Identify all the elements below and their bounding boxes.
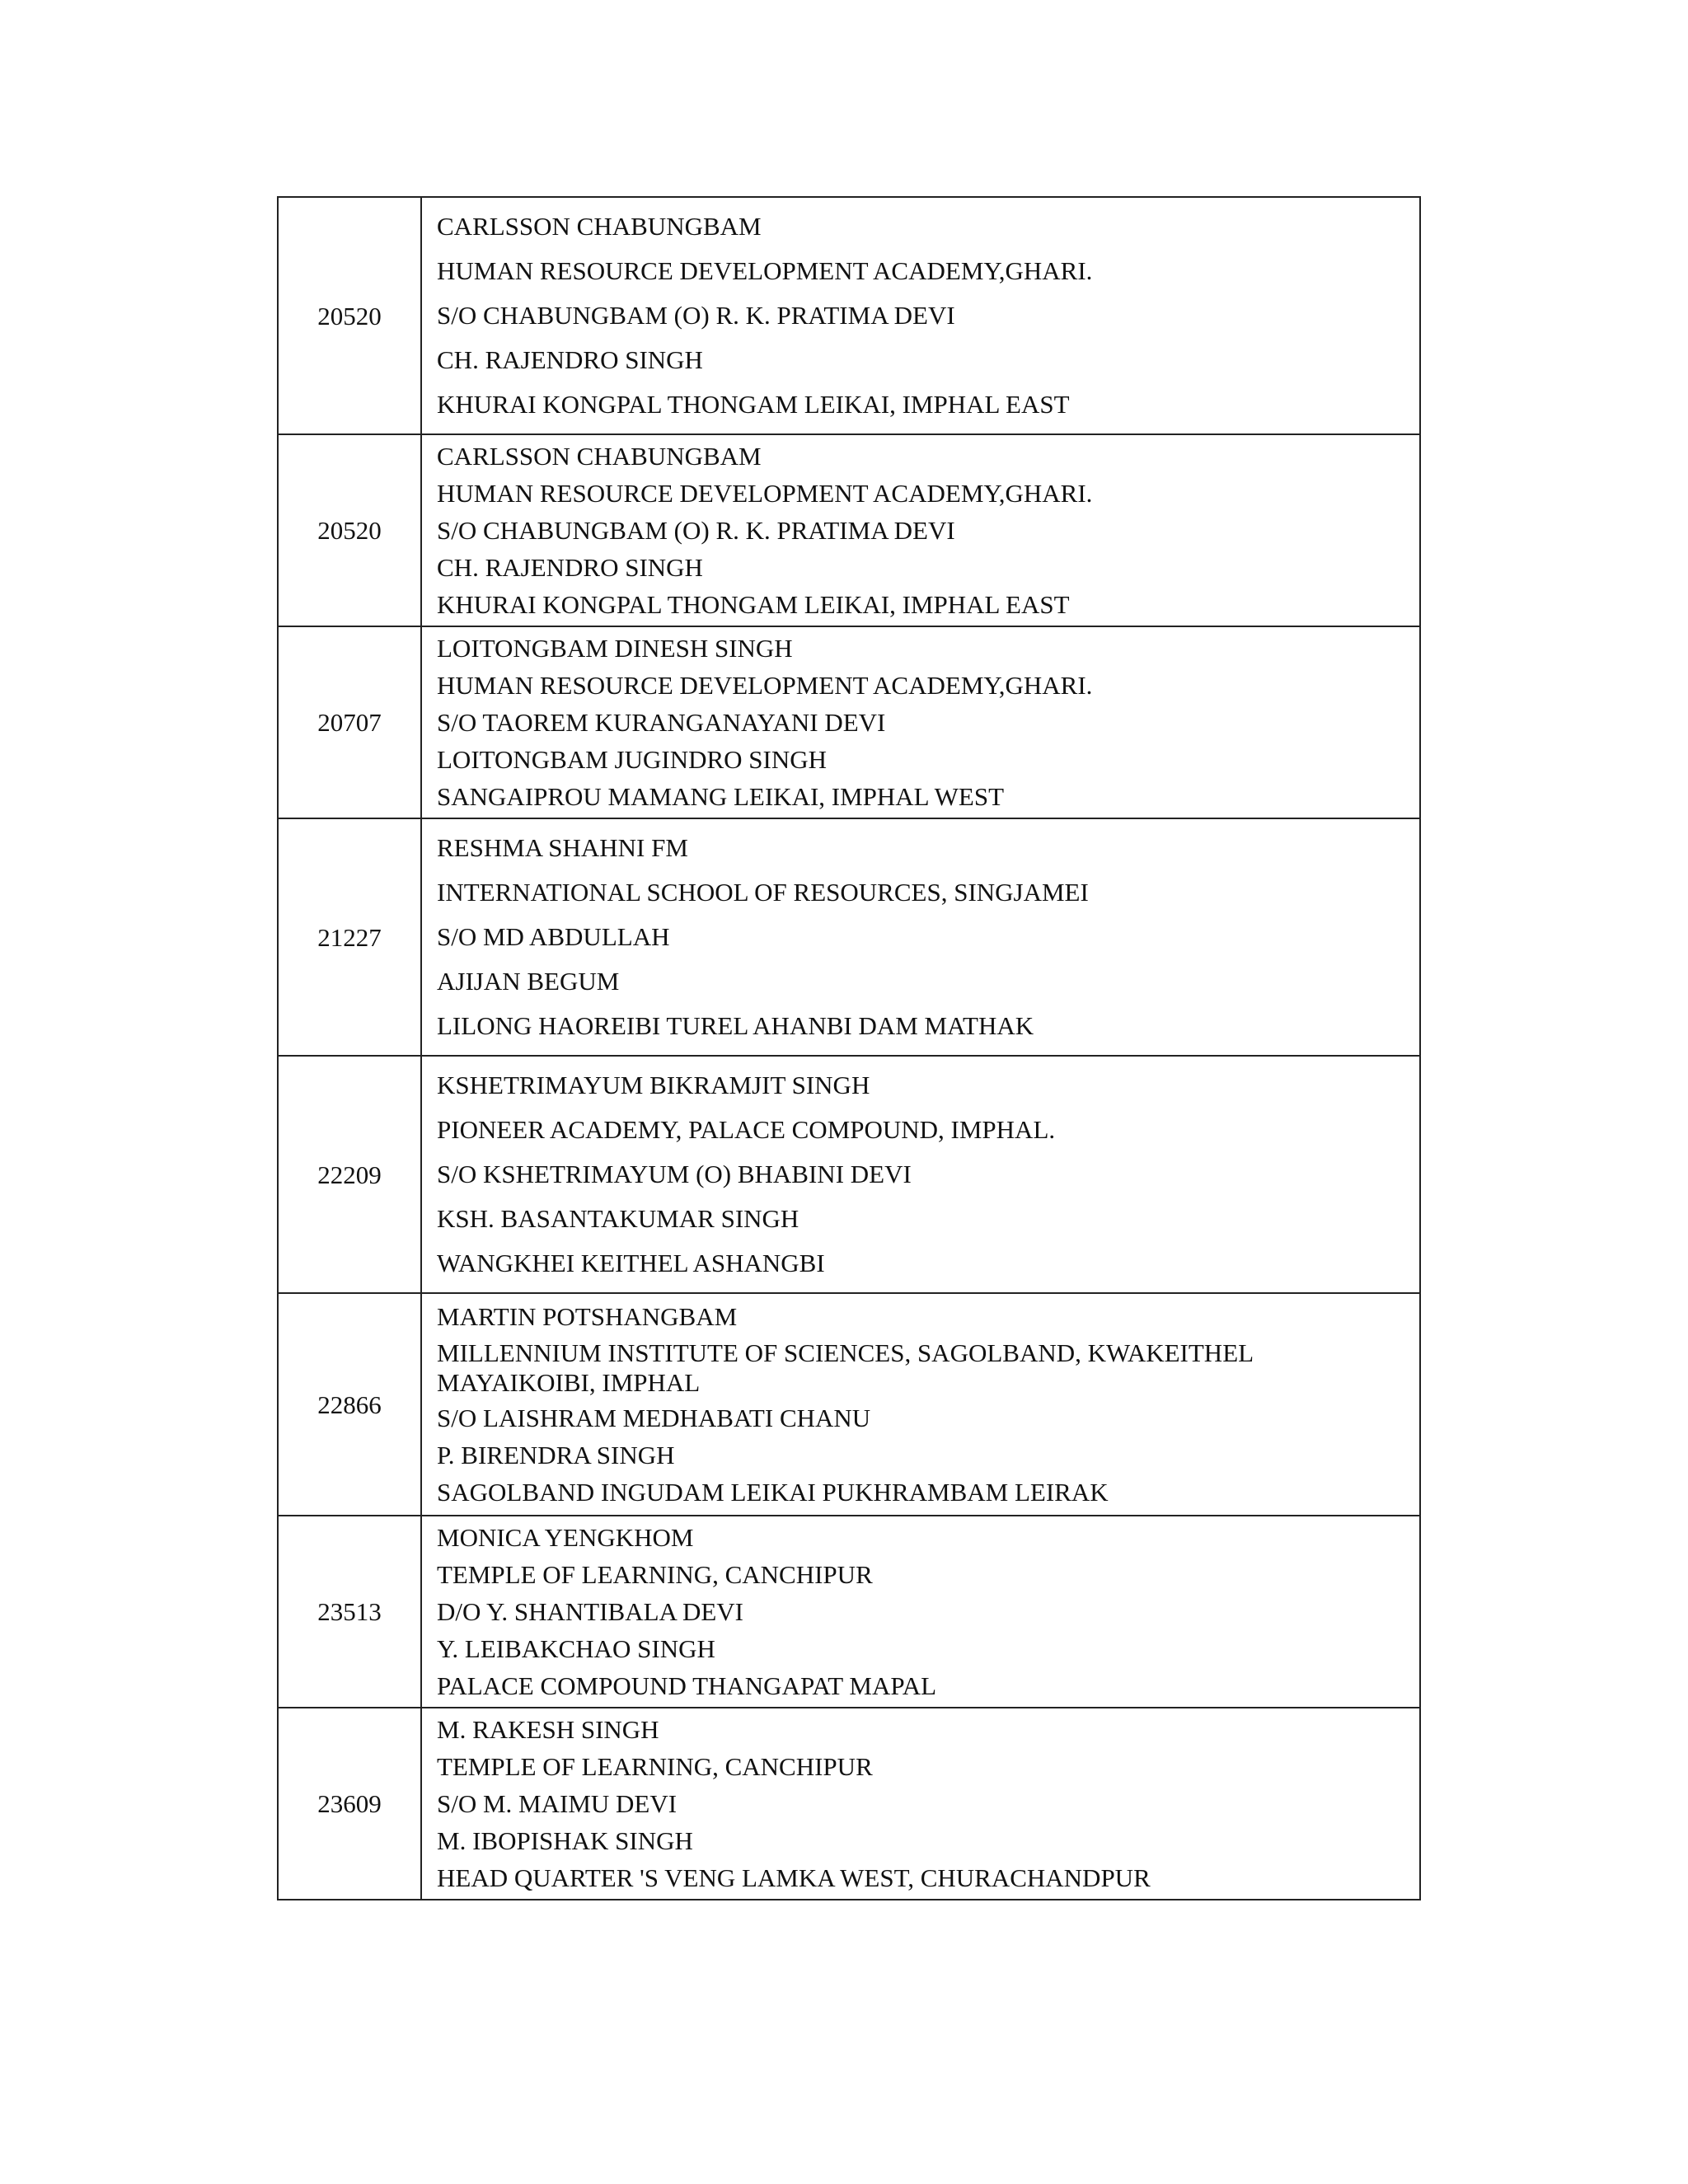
detail-line: SANGAIPROU MAMANG LEIKAI, IMPHAL WEST bbox=[437, 782, 1005, 811]
table-row bbox=[278, 626, 1420, 818]
detail-line: LILONG HAOREIBI TUREL AHANBI DAM MATHAK bbox=[437, 1011, 1034, 1040]
detail-line: RESHMA SHAHNI FM bbox=[437, 833, 688, 862]
detail-line: D/O Y. SHANTIBALA DEVI bbox=[437, 1597, 743, 1626]
roll-number-cell: 20520 bbox=[278, 197, 421, 434]
candidate-details bbox=[422, 1708, 1419, 1899]
roll-number-cell: 22209 bbox=[278, 1056, 421, 1293]
candidate-details-cell bbox=[421, 1516, 1420, 1708]
detail-line: Y. LEIBAKCHAO SINGH bbox=[437, 1634, 715, 1663]
candidate-details bbox=[422, 627, 1419, 818]
detail-line: HEAD QUARTER 'S VENG LAMKA WEST, CHURACHANDPUR bbox=[437, 1863, 1151, 1892]
table-row bbox=[278, 1056, 1420, 1293]
detail-line: LOITONGBAM DINESH SINGH bbox=[437, 634, 793, 663]
detail-line: S/O TAOREM KURANGANAYANI DEVI bbox=[437, 708, 886, 737]
roll-number-cell: 20707 bbox=[278, 626, 421, 818]
detail-line: CH. RAJENDRO SINGH bbox=[437, 553, 703, 582]
detail-line: KSHETRIMAYUM BIKRAMJIT SINGH bbox=[437, 1071, 870, 1099]
candidate-details-cell bbox=[421, 197, 1420, 434]
candidate-details-cell bbox=[421, 626, 1420, 818]
roll-number-cell: 21227 bbox=[278, 818, 421, 1056]
detail-line: MARTIN POTSHANGBAM bbox=[437, 1302, 738, 1331]
candidate-details bbox=[422, 201, 1419, 430]
detail-line: CARLSSON CHABUNGBAM bbox=[437, 212, 762, 241]
table-row bbox=[278, 818, 1420, 1056]
detail-line: S/O MD ABDULLAH bbox=[437, 922, 670, 951]
detail-line: SAGOLBAND INGUDAM LEIKAI PUKHRAMBAM LEIRAK bbox=[437, 1478, 1109, 1507]
detail-line: S/O KSHETRIMAYUM (O) BHABINI DEVI bbox=[437, 1160, 912, 1188]
detail-line: HUMAN RESOURCE DEVELOPMENT ACADEMY,GHARI. bbox=[437, 671, 1093, 700]
candidate-details bbox=[422, 435, 1419, 626]
detail-line: KHURAI KONGPAL THONGAM LEIKAI, IMPHAL EAST bbox=[437, 590, 1070, 619]
table-row bbox=[278, 1516, 1420, 1708]
detail-line: M. IBOPISHAK SINGH bbox=[437, 1826, 693, 1855]
candidate-details bbox=[422, 1516, 1419, 1707]
detail-line: HUMAN RESOURCE DEVELOPMENT ACADEMY,GHARI. bbox=[437, 256, 1093, 285]
detail-line: S/O CHABUNGBAM (O) R. K. PRATIMA DEVI bbox=[437, 516, 955, 545]
detail-line: MILLENNIUM INSTITUTE OF SCIENCES, SAGOLBAND, KWAKEITHEL MAYAIKOIBI, IMPHAL bbox=[437, 1338, 1253, 1397]
candidate-details-cell bbox=[421, 818, 1420, 1056]
roll-number-cell: 23609 bbox=[278, 1708, 421, 1900]
detail-line: P. BIRENDRA SINGH bbox=[437, 1441, 675, 1469]
candidate-details-cell bbox=[421, 1708, 1420, 1900]
detail-line: INTERNATIONAL SCHOOL OF RESOURCES, SINGJAMEI bbox=[437, 878, 1089, 907]
candidate-details bbox=[422, 1060, 1419, 1289]
detail-line: TEMPLE OF LEARNING, CANCHIPUR bbox=[437, 1560, 873, 1589]
table-row bbox=[278, 1293, 1420, 1516]
detail-line: LOITONGBAM JUGINDRO SINGH bbox=[437, 745, 828, 774]
detail-line: CH. RAJENDRO SINGH bbox=[437, 345, 703, 374]
table-row bbox=[278, 1708, 1420, 1900]
detail-line: HUMAN RESOURCE DEVELOPMENT ACADEMY,GHARI. bbox=[437, 479, 1093, 508]
candidate-details-cell bbox=[421, 1293, 1420, 1516]
detail-line: WANGKHEI KEITHEL ASHANGBI bbox=[437, 1249, 825, 1277]
candidate-details-cell bbox=[421, 434, 1420, 626]
records-body bbox=[278, 197, 1420, 1900]
detail-line: S/O CHABUNGBAM (O) R. K. PRATIMA DEVI bbox=[437, 301, 955, 330]
detail-line: PALACE COMPOUND THANGAPAT MAPAL bbox=[437, 1671, 937, 1700]
roll-number-cell: 22866 bbox=[278, 1293, 421, 1516]
records-table bbox=[277, 196, 1421, 1900]
detail-line: S/O M. MAIMU DEVI bbox=[437, 1789, 678, 1818]
candidate-details-cell bbox=[421, 1056, 1420, 1293]
roll-number-cell: 20520 bbox=[278, 434, 421, 626]
roll-number-cell: 23513 bbox=[278, 1516, 421, 1708]
candidate-details bbox=[422, 823, 1419, 1052]
detail-line: M. RAKESH SINGH bbox=[437, 1715, 659, 1744]
detail-line: MONICA YENGKHOM bbox=[437, 1523, 694, 1552]
table-row bbox=[278, 434, 1420, 626]
detail-line: KSH. BASANTAKUMAR SINGH bbox=[437, 1204, 799, 1233]
detail-line: S/O LAISHRAM MEDHABATI CHANU bbox=[437, 1404, 871, 1432]
detail-line: CARLSSON CHABUNGBAM bbox=[437, 442, 762, 471]
candidate-details bbox=[422, 1296, 1419, 1513]
detail-line: TEMPLE OF LEARNING, CANCHIPUR bbox=[437, 1752, 873, 1781]
detail-line: PIONEER ACADEMY, PALACE COMPOUND, IMPHAL. bbox=[437, 1115, 1056, 1144]
table-row bbox=[278, 197, 1420, 434]
detail-line: KHURAI KONGPAL THONGAM LEIKAI, IMPHAL EAST bbox=[437, 390, 1070, 419]
detail-line: AJIJAN BEGUM bbox=[437, 967, 620, 996]
